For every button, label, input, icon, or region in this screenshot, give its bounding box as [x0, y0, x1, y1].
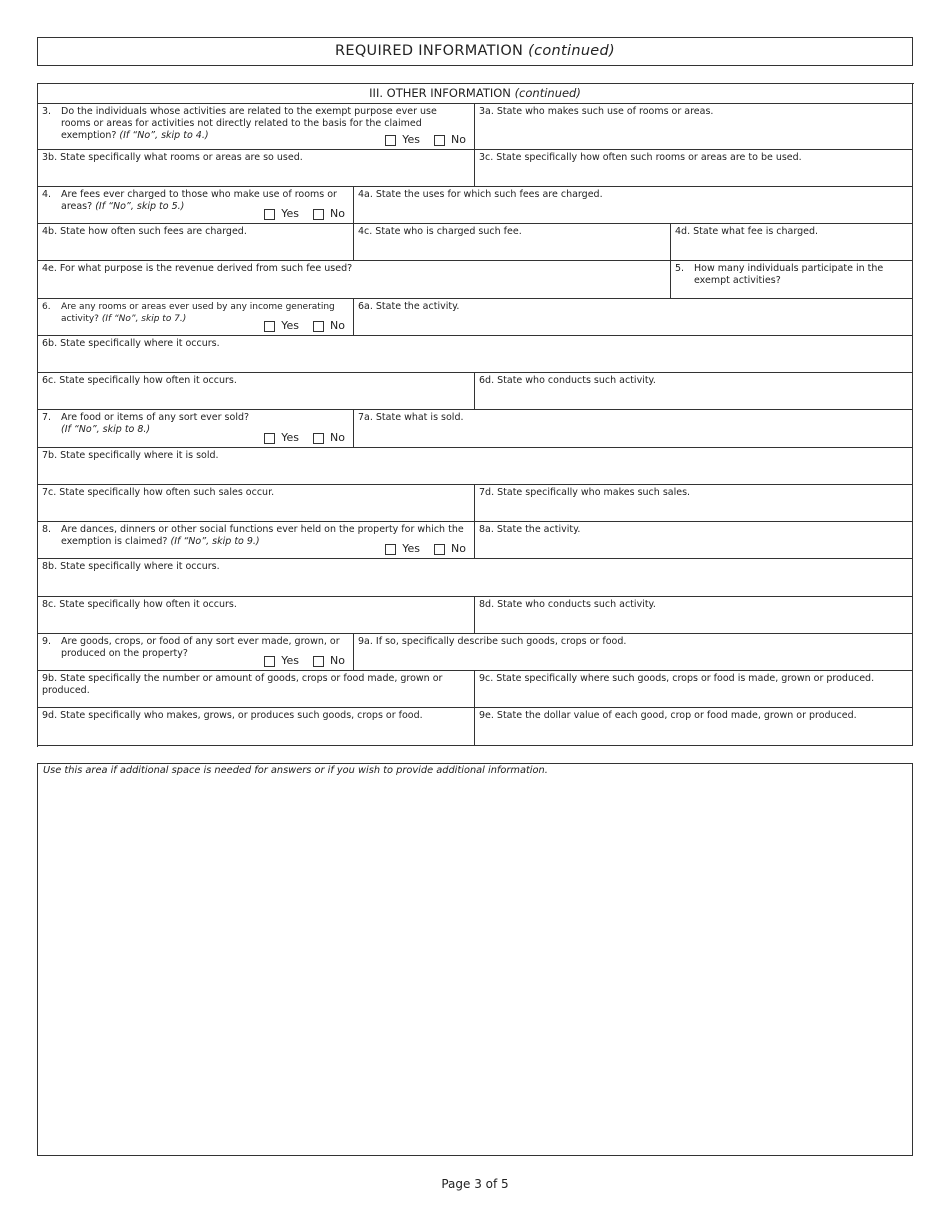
skip-instruction: (If “No”, skip to 9.) — [170, 536, 260, 547]
field-9e[interactable] — [475, 708, 913, 746]
skip-instruction: (If “No”, skip to 4.) — [119, 130, 209, 141]
field-label: 8b. State specifically where it occurs. — [42, 561, 220, 572]
no-label: No — [451, 542, 466, 555]
field-label: 3a. State who makes such use of rooms or areas. — [479, 106, 714, 117]
field-9b[interactable] — [38, 671, 475, 708]
page-number: Page 3 of 5 — [441, 1177, 509, 1191]
question-number: 8. — [42, 524, 52, 535]
field-label: 7b. State specifically where it is sold. — [42, 450, 219, 461]
question-number: 9. — [42, 636, 52, 647]
yes-no-group — [264, 320, 345, 332]
no-label: No — [330, 207, 345, 220]
field-3a[interactable] — [475, 104, 913, 150]
field-7b[interactable] — [38, 448, 913, 485]
yes-no-group — [385, 134, 466, 146]
yes-no-group — [264, 655, 345, 667]
field-label: 9c. State specifically where such goods, crops or food is made, grown or produced. — [479, 673, 875, 684]
field-9a[interactable] — [354, 634, 913, 671]
field-6d[interactable] — [475, 373, 913, 410]
page-header-suffix: (continued) — [528, 43, 615, 59]
yes-label: Yes — [281, 319, 300, 332]
field-3b[interactable] — [38, 150, 475, 187]
field-9d[interactable] — [38, 708, 475, 746]
field-label: 8d. State who conducts such activity. — [479, 599, 656, 610]
question-text: Are goods, crops, or food of any sort ever made, grown, or produced on the property? — [61, 636, 340, 659]
field-label: 9e. State the dollar value of each good, crop or food made, grown or produced. — [479, 710, 857, 721]
field-label: 7a. State what is sold. — [358, 412, 464, 423]
question-5[interactable] — [671, 261, 913, 299]
field-label: 4e. For what purpose is the revenue derived from such fee used? — [42, 263, 353, 274]
field-8c[interactable] — [38, 597, 475, 634]
field-label: 3b. State specifically what rooms or areas are so used. — [42, 152, 303, 163]
field-label: 8c. State specifically how often it occurs. — [42, 599, 237, 610]
field-6a[interactable] — [354, 299, 913, 336]
field-label: 9a. If so, specifically describe such goods, crops or food. — [358, 636, 627, 647]
question-3[interactable] — [38, 104, 475, 150]
question-number: 3. — [42, 106, 52, 117]
field-label: 4b. State how often such fees are charged. — [42, 226, 247, 237]
field-label: 3c. State specifically how often such rooms or areas are to be used. — [479, 152, 802, 163]
field-label: 4c. State who is charged such fee. — [358, 226, 522, 237]
no-checkbox[interactable] — [313, 656, 324, 667]
field-6c[interactable] — [38, 373, 475, 410]
yes-no-group — [385, 543, 466, 555]
yes-no-group — [264, 432, 345, 444]
yes-checkbox[interactable] — [264, 656, 275, 667]
yes-checkbox[interactable] — [264, 209, 275, 220]
field-3c[interactable] — [475, 150, 913, 187]
field-8b[interactable] — [38, 559, 913, 597]
no-checkbox[interactable] — [434, 544, 445, 555]
no-checkbox[interactable] — [434, 135, 445, 146]
no-label: No — [330, 319, 345, 332]
other-information-form — [37, 83, 914, 747]
question-8[interactable] — [38, 522, 475, 559]
no-checkbox[interactable] — [313, 433, 324, 444]
additional-information-label: Use this area if additional space is needed for answers or if you wish to provide additional information. — [43, 765, 548, 776]
field-8d[interactable] — [475, 597, 913, 634]
question-text: Are fees ever charged to those who make use of rooms or areas? — [61, 189, 337, 212]
yes-label: Yes — [281, 431, 300, 444]
no-checkbox[interactable] — [313, 321, 324, 332]
question-number: 7. — [42, 412, 52, 423]
yes-no-group — [264, 208, 345, 220]
question-text: Are food or items of any sort ever sold? — [61, 412, 250, 423]
yes-checkbox[interactable] — [264, 433, 275, 444]
yes-checkbox[interactable] — [385, 544, 396, 555]
field-7a[interactable] — [354, 410, 913, 448]
question-text: Are any rooms or areas ever used by any income generating activity? — [61, 302, 335, 324]
question-number: 6. — [42, 302, 51, 312]
field-label: 7d. State specifically who makes such sales. — [479, 487, 691, 498]
field-8a[interactable] — [475, 522, 913, 559]
question-text: Are dances, dinners or other social functions ever held on the property for which the exemption is claimed? — [61, 524, 464, 547]
field-4b[interactable] — [38, 224, 354, 261]
field-label: 8a. State the activity. — [479, 524, 581, 535]
no-label: No — [330, 654, 345, 667]
field-label: 7c. State specifically how often such sales occur. — [42, 487, 275, 498]
question-6[interactable] — [38, 299, 354, 336]
question-number: 4. — [42, 189, 52, 200]
field-4d[interactable] — [671, 224, 913, 261]
question-4[interactable] — [38, 187, 354, 224]
field-7d[interactable] — [475, 485, 913, 522]
field-label: 9d. State specifically who makes, grows, or produces such goods, crops or food. — [42, 710, 423, 721]
yes-checkbox[interactable] — [264, 321, 275, 332]
question-number: 5. — [675, 263, 685, 274]
question-text: Do the individuals whose activities are related to the exempt purpose ever use rooms or areas for activities not directly related to the basis for the claimed exemption? — [61, 106, 437, 141]
no-label: No — [330, 431, 345, 444]
field-6b[interactable] — [38, 336, 913, 373]
skip-instruction: (If “No”, skip to 7.) — [101, 314, 187, 324]
field-label: 4d. State what fee is charged. — [675, 226, 819, 237]
section-title — [38, 84, 913, 104]
skip-instruction: (If “No”, skip to 5.) — [95, 201, 185, 212]
field-4e[interactable] — [38, 261, 671, 299]
yes-label: Yes — [281, 654, 300, 667]
field-label: 9b. State specifically the number or amount of goods, crops or food made, grown or produced. — [42, 673, 443, 696]
page-header — [37, 37, 913, 66]
field-9c[interactable] — [475, 671, 913, 708]
additional-information-area[interactable] — [37, 763, 913, 1156]
field-label: 6a. State the activity. — [358, 301, 460, 312]
question-text: How many individuals participate in the exempt activities? — [694, 263, 884, 286]
field-4c[interactable] — [354, 224, 671, 261]
question-9[interactable] — [38, 634, 354, 671]
field-label: 4a. State the uses for which such fees are charged. — [358, 189, 603, 200]
section-title-suffix: (continued) — [514, 86, 581, 100]
field-label: 6c. State specifically how often it occurs. — [42, 375, 237, 386]
question-7[interactable] — [38, 410, 354, 448]
no-checkbox[interactable] — [313, 209, 324, 220]
yes-label: Yes — [281, 207, 300, 220]
no-label: No — [451, 133, 466, 146]
skip-instruction: (If “No”, skip to 8.) — [61, 424, 151, 435]
page-header-title: REQUIRED INFORMATION — [335, 43, 524, 59]
yes-checkbox[interactable] — [385, 135, 396, 146]
field-4a[interactable] — [354, 187, 913, 224]
yes-label: Yes — [402, 133, 421, 146]
field-label: 6d. State who conducts such activity. — [479, 375, 656, 386]
section-title-text: III. OTHER INFORMATION — [369, 86, 511, 100]
yes-label: Yes — [402, 542, 421, 555]
field-7c[interactable] — [38, 485, 475, 522]
field-label: 6b. State specifically where it occurs. — [42, 338, 220, 349]
